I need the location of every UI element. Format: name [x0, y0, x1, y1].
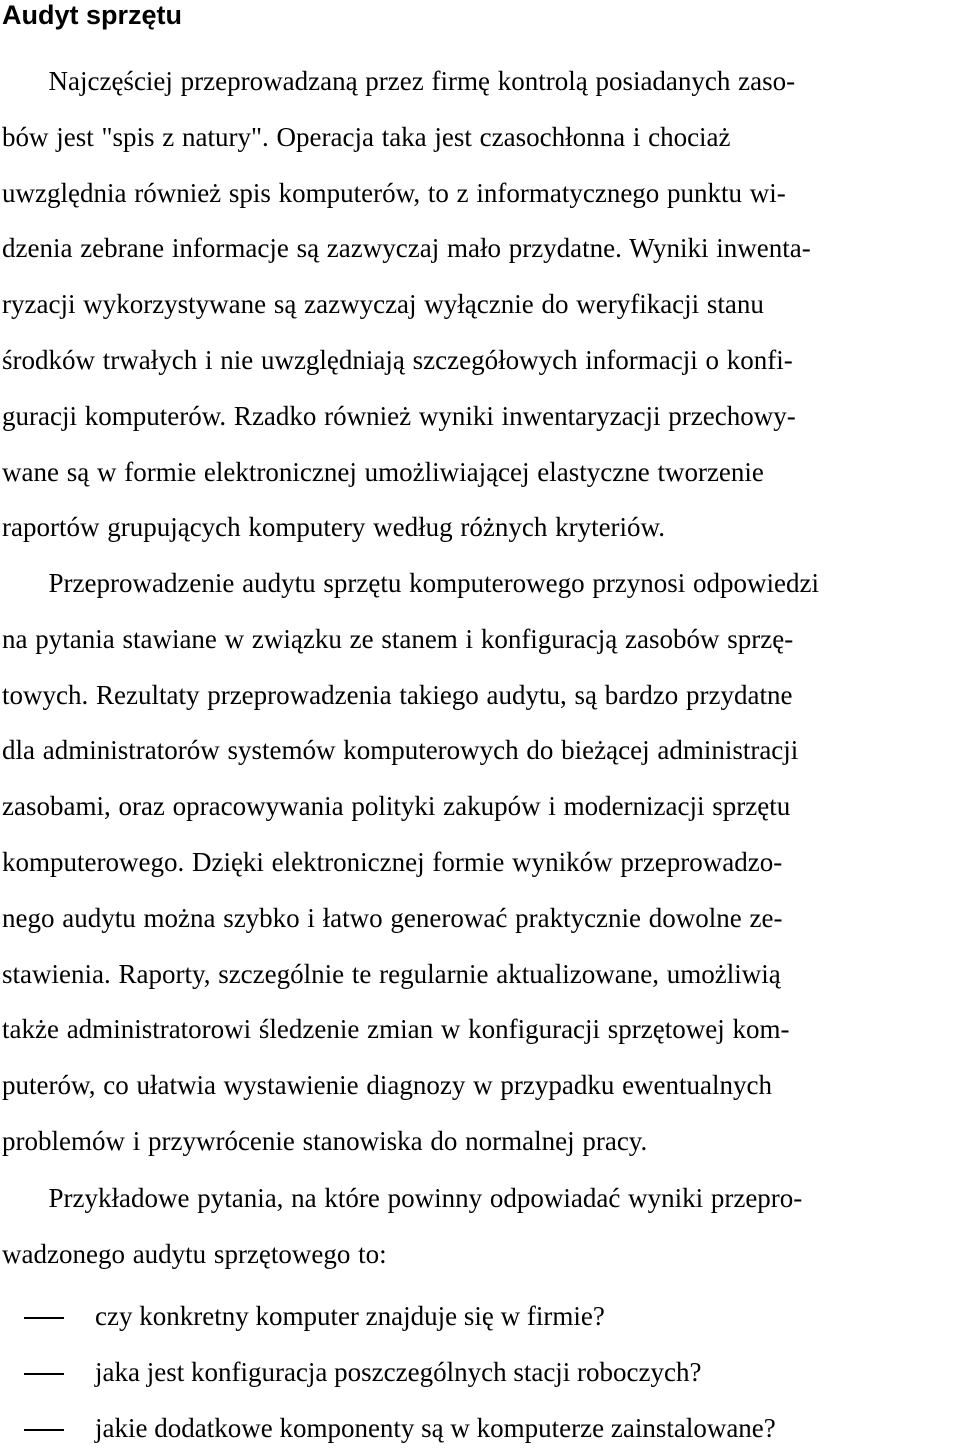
dash-bullet-icon	[24, 1429, 64, 1431]
list-item	[0, 1401, 958, 1456]
paragraph-example-questions: Przykładowe pytania, na które powinny odpowiadać wyniki przepro- wadzonego audytu sprzętowego to:	[2, 1183, 803, 1269]
paragraph-inventory: Najczęściej przeprowadzaną przez firmę kontrolą posiadanych zaso- bów jest "spis z natury". Operacja taka jest czasochłonna i chociaż uwzględnia również spis komputerów, to z informatycznego punktu wi- dzenia zebrane informacje są zazwyczaj mało przydatne. Wyniki inwenta- ryzacji wykorzystywane są zazwyczaj wyłącznie do weryfikacji stanu środków trwałych i nie uwzględniają szczegółowych informacji o konfi- guracji komputerów. Rzadko również wyniki inwentaryzacji przechowy- wane są w formie elektronicznej umożliwiającej elastyczne tworzenie raportów grupujących komputery według różnych kryteriów.	[2, 66, 811, 543]
dash-bullet-icon	[24, 1317, 64, 1319]
list-item	[0, 1289, 958, 1345]
dash-bullet-icon	[24, 1373, 64, 1375]
list-item-text: jaka jest konfiguracja poszczególnych stacji roboczych?	[95, 1356, 702, 1387]
section-heading: Audyt sprzętu	[2, 0, 183, 30]
paragraph-audit-benefits: Przeprowadzenie audytu sprzętu komputerowego przynosi odpowiedzi na pytania stawiane w związku ze stanem i konfiguracją zasobów sprzę- towych. Rezultaty przeprowadzenia takiego audytu, są bardzo przydatne dla administratorów systemów komputerowych do bieżącej administracji zasobami, oraz opracowywania polityki zakupów i modernizacji sprzętu komputerowego. Dzięki elektronicznej formie wyników przeprowadzo- nego audytu można szybko i łatwo generować praktycznie dowolne ze- stawienia. Raporty, szczególnie te regularnie aktualizowane, umożliwią także administratorowi śledzenie zmian w konfiguracji sprzętowej kom- puterów, co ułatwia wystawienie diagnozy w przypadku ewentualnych problemów i przywrócenie stanowiska do normalnej pracy.	[2, 568, 820, 1156]
list-item	[0, 1345, 958, 1401]
list-item-text: czy konkretny komputer znajduje się w firmie?	[95, 1301, 605, 1331]
questions-list	[0, 1289, 958, 1456]
list-item-text: jakie dodatkowe komponenty są w komputerze zainstalowane?	[95, 1412, 776, 1443]
